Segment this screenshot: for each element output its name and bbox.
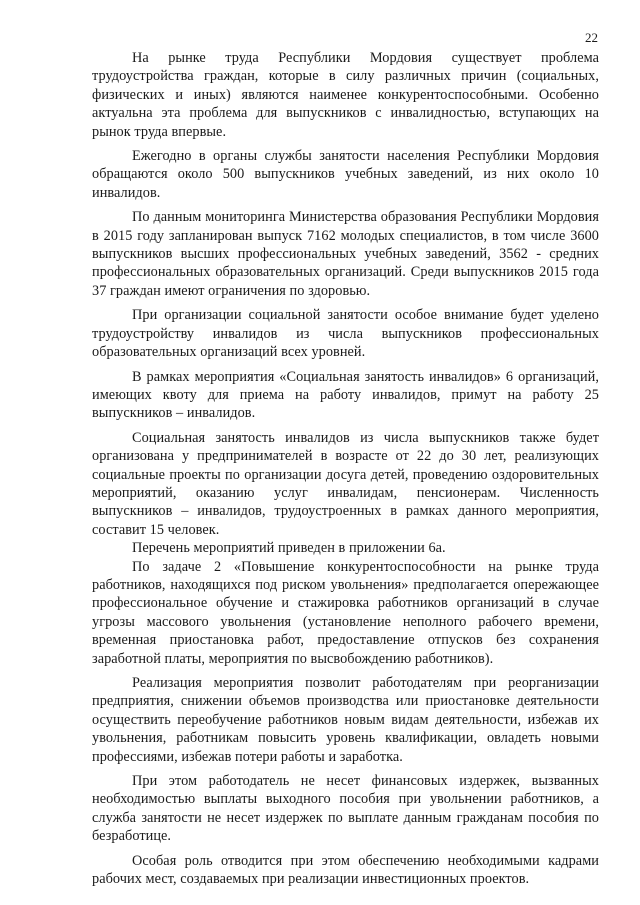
paragraph-employer-costs: При этом работодатель не несет финансовых издержек, вызванных необходимостью выплаты выходного пособия при увольнении работников, а служба занятости не несет издержек по выплате данным гражданам пособия по безработице. bbox=[92, 773, 599, 845]
paragraph-labor-market-problem: На рынке труда Республики Мордовия существует проблема трудоустройства граждан, которые в силу различных причин (социальных, физических и иных) являются наименее конкурентоспособными. Особенно актуальна эта проблема для выпускников с инвалидностью, вступающих на рынок труда впервые. bbox=[92, 50, 599, 140]
paragraph-social-employment: При организации социальной занятости особое внимание будет уделено трудоустройству инвалидов из числа выпускников профессиональных образовательных организаций всех уровней. bbox=[92, 307, 599, 361]
paragraph-implementation: Реализация мероприятия позволит работодателям при реорганизации предприятия, снижении объемов производства или приостановке деятельности осуществить переобучение работников новым видам деятельности, избежав их увольнения, работникам повысить уровень квалификации, овладеть новыми профессиями, избежав потери работы и заработка. bbox=[92, 675, 599, 765]
paragraph-task-2: По задаче 2 «Повышение конкурентоспособности на рынке труда работников, находящихся под риском увольнения» предполагается опережающее профессиональное обучение и стажировка работников организаций в случае угрозы массового увольнения (установление неполного рабочего времени, временная приостановка работ, предоставление отпусков без сохранения заработной платы, мероприятия по высвобождению работников). bbox=[92, 558, 599, 667]
paragraph-graduates-apply: Ежегодно в органы службы занятости населения Республики Мордовия обращаются около 500 выпускников учебных заведений, из них около 10 инвалидов. bbox=[92, 148, 599, 201]
page-number: 22 bbox=[585, 30, 598, 45]
paragraph-list-of-measures: Перечень мероприятий приведен в приложении 6а. bbox=[132, 540, 446, 557]
body-text bbox=[92, 49, 599, 888]
paragraph-entrepreneurs: Социальная занятость инвалидов из числа выпускников также будет организована у предпринимателей в возрасте от 22 до 30 лет, реализующих социальные проекты по организации досуга детей, проведению оздоровительных мероприятий, оказанию услуг инвалидам, пенсионерам. Численность выпускников – инвалидов, трудоустроенных в рамках данного мероприятия, составит 15 человек. bbox=[92, 429, 599, 538]
paragraph-event-quota: В рамках мероприятия «Социальная занятость инвалидов» 6 организаций, имеющих квоту для приема на работу инвалидов, примут на работу 25 выпускников – инвалидов. bbox=[92, 368, 599, 422]
paragraph-special-role: Особая роль отводится при этом обеспечению необходимыми кадрами рабочих мест, создаваемых при реализации инвестиционных проектов. bbox=[92, 852, 599, 888]
paragraph-monitoring-data: По данным мониторинга Министерства образования Республики Мордовия в 2015 году запланирован выпуск 7162 молодых специалистов, в том числе 3600 выпускников высших профессиональных учебных заведений, 3562 - средних профессиональных образовательных организаций. Среди выпускников 2015 года 37 граждан имеют ограничения по здоровью. bbox=[92, 209, 599, 299]
